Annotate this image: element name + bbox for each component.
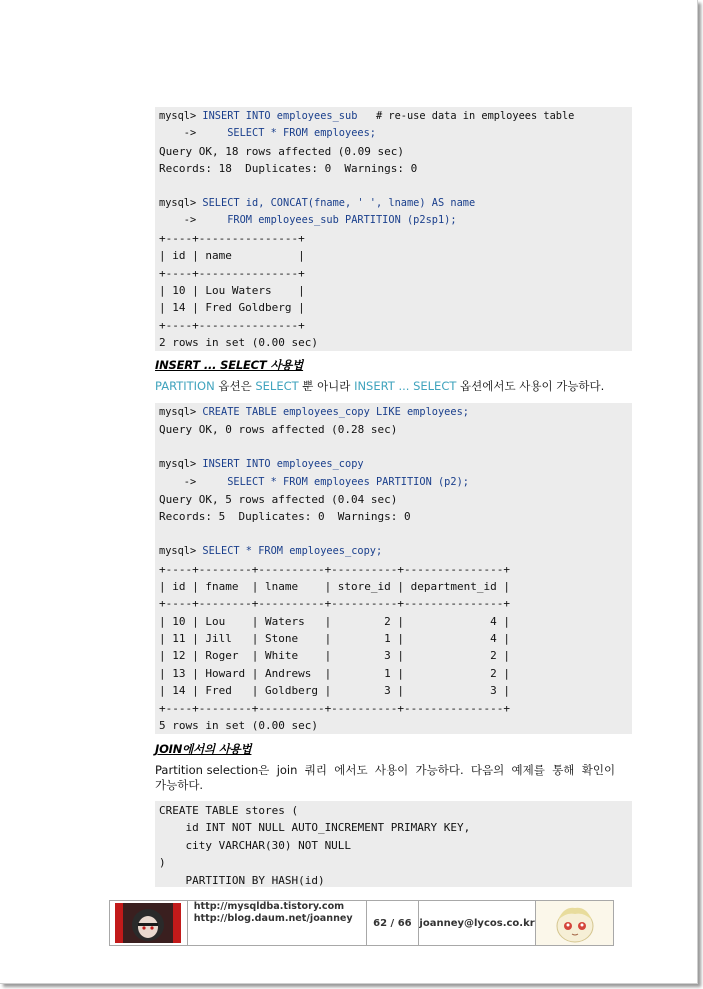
paragraph-partition-option: PARTITION 옵션은 SELECT 뿐 아니라 INSERT ... SELECT 옵션에서도 사용이 가능하다. [155, 379, 605, 393]
author-avatar-left [110, 901, 188, 945]
code-block-1: mysql> INSERT INTO employees_sub # re-use data in employees table -> SELECT * FROM employees; Query OK, 18 rows affected (0.09 sec) Records: 18 Duplicates: 0 Warnings: 0 mysql> SELECT id, CONCAT(fname, ' ', lname) AS name -> FROM employees_sub PARTITION (p2sp1); +----+---------------+ | id | name | +----+---------------+ | 10 | Lou Waters | | 14 | Fred Goldberg | +----+---------------+ 2 rows in set (0.00 sec) [155, 107, 632, 351]
paragraph-join-usage: Partition selection은 join 쿼리 에서도 사용이 가능하다. 다음의 예제를 통해 확인이 가능하다. [155, 763, 616, 792]
page-number: 62 / 66 [367, 901, 419, 945]
section-heading-insert-select: INSERT ... SELECT 사용법 [155, 358, 304, 372]
author-avatar-right [536, 901, 613, 945]
footer-links [188, 901, 367, 945]
code-block-2: mysql> CREATE TABLE employees_copy LIKE employees; Query OK, 0 rows affected (0.28 sec) mysql> INSERT INTO employees_copy -> SELECT * FROM employees PARTITION (p2); Query OK, 5 rows affected (0.04 sec) Records: 5 Duplicates: 0 Warnings: 0 mysql> SELECT * FROM employees_copy; +----+--------+----------+----------+---------------+ | id | fname | lname | store_id | department_id | +----+--------+----------+----------+---------------+ | 10 | Lou | Waters | 2 | 4 | | 11 | Jill | Stone | 1 | 4 | | 12 | Roger | White | 3 | 2 | | 13 | Howard | Andrews | 1 | 2 | | 14 | Fred | Goldberg | 3 | 3 | +----+--------+----------+----------+---------------+ 5 rows in set (0.00 sec) [155, 403, 632, 734]
author-email[interactable]: joanney@lycos.co.kr [419, 901, 537, 945]
blog-link-tistory[interactable]: http://mysqldba.tistory.com [193, 901, 345, 912]
code-block-3: CREATE TABLE stores ( id INT NOT NULL AUTO_INCREMENT PRIMARY KEY, city VARCHAR(30) NOT NULL ) PARTITION BY HASH(id) [155, 801, 632, 887]
avatar-dark-character-icon [115, 903, 181, 943]
avatar-cute-character-icon [544, 902, 606, 944]
page-footer [109, 900, 614, 946]
blog-link-daum[interactable]: http://blog.daum.net/joanney [193, 913, 353, 924]
section-heading-join: JOIN에서의 사용법 [155, 742, 252, 756]
